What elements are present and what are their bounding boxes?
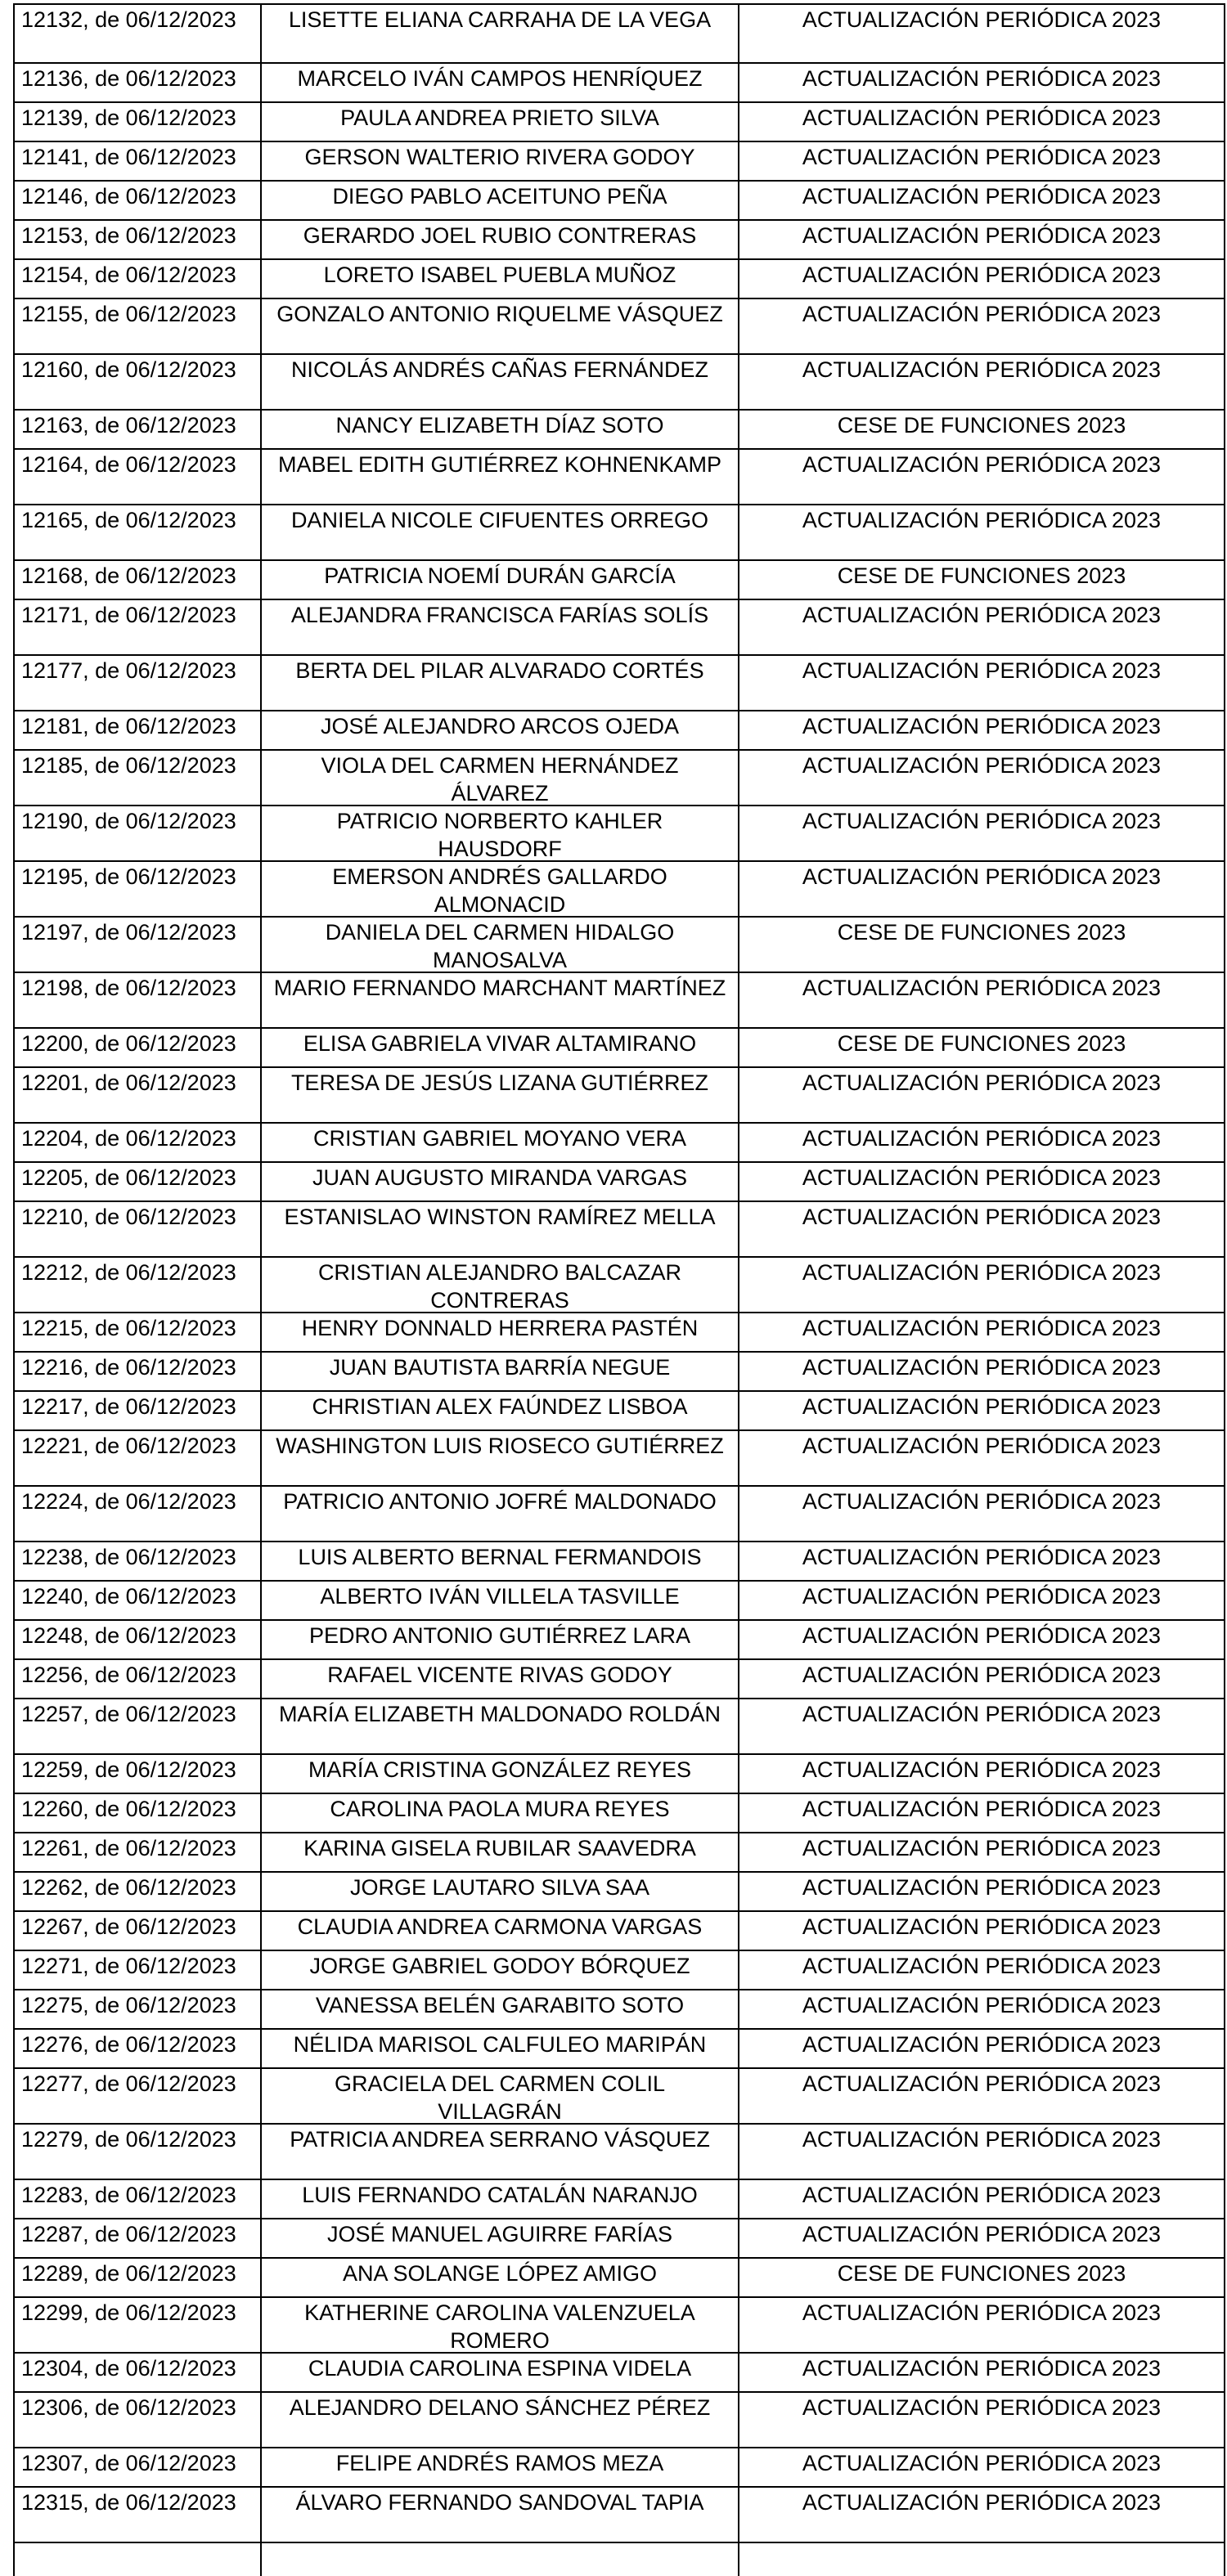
resolution-number-cell: 12248, de 06/12/2023 [13, 1621, 260, 1658]
table-row [13, 1487, 1225, 1542]
table-row [13, 505, 1225, 561]
resolution-number-cell: 12256, de 06/12/2023 [13, 1660, 260, 1698]
table-row [13, 103, 1225, 142]
table-row [13, 1124, 1225, 1163]
status-cell: ACTUALIZACIÓN PERIÓDICA 2023 [738, 973, 1225, 1027]
resolution-number-cell: 12168, de 06/12/2023 [13, 561, 260, 599]
person-name-cell: VIOLA DEL CARMEN HERNÁNDEZ ÁLVAREZ [260, 751, 738, 805]
status-cell: ACTUALIZACIÓN PERIÓDICA 2023 [738, 1124, 1225, 1161]
resolution-number-cell: 12210, de 06/12/2023 [13, 1202, 260, 1256]
person-name-cell: PAULA ANDREA PRIETO SILVA [260, 103, 738, 141]
status-cell: CESE DE FUNCIONES 2023 [738, 918, 1225, 972]
resolution-number-cell: 12181, de 06/12/2023 [13, 711, 260, 749]
resolution-number-cell: 12306, de 06/12/2023 [13, 2393, 260, 2447]
person-name-cell: GERARDO JOEL RUBIO CONTRERAS [260, 221, 738, 258]
status-cell: ACTUALIZACIÓN PERIÓDICA 2023 [738, 5, 1225, 62]
person-name-cell: DANIELA DEL CARMEN HIDALGO MANOSALVA [260, 918, 738, 972]
table-row [13, 260, 1225, 299]
status-cell: ACTUALIZACIÓN PERIÓDICA 2023 [738, 221, 1225, 258]
table-row [13, 862, 1225, 918]
person-name-cell: MABEL EDITH GUTIÉRREZ KOHNENKAMP [260, 450, 738, 504]
resolution-number-cell: 12283, de 06/12/2023 [13, 2180, 260, 2218]
status-cell: ACTUALIZACIÓN PERIÓDICA 2023 [738, 1951, 1225, 1989]
status-cell: ACTUALIZACIÓN PERIÓDICA 2023 [738, 2448, 1225, 2486]
resolutions-table [13, 3, 1225, 2576]
resolution-number-cell: 12279, de 06/12/2023 [13, 2125, 260, 2179]
person-name-cell: ALEJANDRO DELANO SÁNCHEZ PÉREZ [260, 2393, 738, 2447]
table-row [13, 1582, 1225, 1621]
table-row [13, 751, 1225, 806]
person-name-cell: GERSON WALTERIO RIVERA GODOY [260, 142, 738, 180]
status-cell: ACTUALIZACIÓN PERIÓDICA 2023 [738, 2069, 1225, 2123]
person-name-cell: VANESSA BELÉN GARABITO SOTO [260, 1990, 738, 2028]
table-row [13, 918, 1225, 973]
person-name-cell: JOSÉ MANUEL AGUIRRE FARÍAS [260, 2219, 738, 2257]
table-row [13, 1202, 1225, 1258]
person-name-cell: ÁLVARO FERNANDO SANDOVAL TAPIA [260, 2488, 738, 2542]
table-row [13, 1794, 1225, 1833]
person-name-cell: ESTANISLAO WINSTON RAMÍREZ MELLA [260, 1202, 738, 1256]
resolution-number-cell: 12165, de 06/12/2023 [13, 505, 260, 559]
status-cell: ACTUALIZACIÓN PERIÓDICA 2023 [738, 600, 1225, 654]
person-name-cell: JUAN AUGUSTO MIRANDA VARGAS [260, 1163, 738, 1200]
status-cell: ACTUALIZACIÓN PERIÓDICA 2023 [738, 1353, 1225, 1390]
person-name-cell: CLAUDIA CAROLINA ESPINA VIDELA [260, 2354, 738, 2391]
resolution-number-cell: 12139, de 06/12/2023 [13, 103, 260, 141]
resolution-number-cell: 12146, de 06/12/2023 [13, 182, 260, 219]
table-row [13, 561, 1225, 600]
person-name-cell: DIEGO PABLO ACEITUNO PEÑA [260, 182, 738, 219]
resolution-number-cell: 12307, de 06/12/2023 [13, 2448, 260, 2486]
resolution-number-cell: 12198, de 06/12/2023 [13, 973, 260, 1027]
resolution-number-cell: 12260, de 06/12/2023 [13, 1794, 260, 1832]
status-cell: ACTUALIZACIÓN PERIÓDICA 2023 [738, 1794, 1225, 1832]
resolution-number-cell: 12261, de 06/12/2023 [13, 1833, 260, 1871]
resolution-number-cell: 12190, de 06/12/2023 [13, 806, 260, 860]
person-name-cell: MARIO FERNANDO MARCHANT MARTÍNEZ [260, 973, 738, 1027]
resolution-number-cell: 12197, de 06/12/2023 [13, 918, 260, 972]
status-cell: CESE DE FUNCIONES 2023 [738, 1029, 1225, 1066]
status-cell: ACTUALIZACIÓN PERIÓDICA 2023 [738, 1163, 1225, 1200]
table-row [13, 221, 1225, 260]
status-cell: ACTUALIZACIÓN PERIÓDICA 2023 [738, 2219, 1225, 2257]
table-row [13, 1431, 1225, 1487]
person-name-cell: GONZALO ANTONIO RIQUELME VÁSQUEZ [260, 299, 738, 353]
status-cell: ACTUALIZACIÓN PERIÓDICA 2023 [738, 1068, 1225, 1122]
status-cell: ACTUALIZACIÓN PERIÓDICA 2023 [738, 2030, 1225, 2067]
table-row [13, 5, 1225, 64]
status-cell: ACTUALIZACIÓN PERIÓDICA 2023 [738, 299, 1225, 353]
table-row [13, 2393, 1225, 2448]
resolution-number-cell: 12200, de 06/12/2023 [13, 1029, 260, 1066]
status-cell: ACTUALIZACIÓN PERIÓDICA 2023 [738, 1202, 1225, 1256]
resolution-number-cell: 12304, de 06/12/2023 [13, 2354, 260, 2391]
status-cell: ACTUALIZACIÓN PERIÓDICA 2023 [738, 1487, 1225, 1541]
person-name-cell: JOSÉ ALEJANDRO ARCOS OJEDA [260, 711, 738, 749]
person-name-cell: MARÍA CRISTINA GONZÁLEZ REYES [260, 1755, 738, 1793]
status-cell: ACTUALIZACIÓN PERIÓDICA 2023 [738, 1990, 1225, 2028]
status-cell: ACTUALIZACIÓN PERIÓDICA 2023 [738, 2298, 1225, 2352]
person-name-cell: PATRICIA ANDREA SERRANO VÁSQUEZ [260, 2125, 738, 2179]
table-row [13, 1313, 1225, 1353]
person-name-cell: LUIS ALBERTO BERNAL FERMANDOIS [260, 1542, 738, 1580]
person-name-cell: PEDRO ANTONIO GUTIÉRREZ LARA [260, 1621, 738, 1658]
table-row [13, 2354, 1225, 2393]
resolution-number-cell: 12177, de 06/12/2023 [13, 656, 260, 710]
resolution-number-cell: 12195, de 06/12/2023 [13, 862, 260, 916]
resolution-number-cell: 12154, de 06/12/2023 [13, 260, 260, 298]
person-name-cell: CAROLINA PAOLA MURA REYES [260, 1794, 738, 1832]
status-cell: ACTUALIZACIÓN PERIÓDICA 2023 [738, 2354, 1225, 2391]
status-cell: ACTUALIZACIÓN PERIÓDICA 2023 [738, 182, 1225, 219]
table-row [13, 656, 1225, 711]
table-row [13, 450, 1225, 505]
status-cell: ACTUALIZACIÓN PERIÓDICA 2023 [738, 862, 1225, 916]
resolution-number-cell: 12287, de 06/12/2023 [13, 2219, 260, 2257]
table-row [13, 1163, 1225, 1202]
resolution-number-cell: 12221, de 06/12/2023 [13, 1431, 260, 1485]
status-cell: ACTUALIZACIÓN PERIÓDICA 2023 [738, 2393, 1225, 2447]
table-row [13, 182, 1225, 221]
table-row [13, 1833, 1225, 1873]
status-cell: ACTUALIZACIÓN PERIÓDICA 2023 [738, 1833, 1225, 1871]
person-name-cell: RAFAEL VICENTE RIVAS GODOY [260, 1660, 738, 1698]
table-row [13, 142, 1225, 182]
empty-cell [260, 2543, 738, 2576]
resolution-number-cell: 12136, de 06/12/2023 [13, 64, 260, 101]
table-row [13, 1912, 1225, 1951]
table-row [13, 1621, 1225, 1660]
status-cell: ACTUALIZACIÓN PERIÓDICA 2023 [738, 260, 1225, 298]
table-row [13, 2259, 1225, 2298]
status-cell: ACTUALIZACIÓN PERIÓDICA 2023 [738, 1660, 1225, 1698]
table-row [13, 2069, 1225, 2125]
status-cell: ACTUALIZACIÓN PERIÓDICA 2023 [738, 1431, 1225, 1485]
status-cell: ACTUALIZACIÓN PERIÓDICA 2023 [738, 656, 1225, 710]
table-row [13, 1990, 1225, 2030]
status-cell: ACTUALIZACIÓN PERIÓDICA 2023 [738, 355, 1225, 409]
person-name-cell: MARCELO IVÁN CAMPOS HENRÍQUEZ [260, 64, 738, 101]
person-name-cell: GRACIELA DEL CARMEN COLIL VILLAGRÁN [260, 2069, 738, 2123]
table-row [13, 2219, 1225, 2259]
resolution-number-cell: 12315, de 06/12/2023 [13, 2488, 260, 2542]
resolution-number-cell: 12215, de 06/12/2023 [13, 1313, 260, 1351]
status-cell: ACTUALIZACIÓN PERIÓDICA 2023 [738, 103, 1225, 141]
resolution-number-cell: 12205, de 06/12/2023 [13, 1163, 260, 1200]
empty-cell [13, 2543, 260, 2576]
resolution-number-cell: 12216, de 06/12/2023 [13, 1353, 260, 1390]
table-row [13, 711, 1225, 751]
resolution-number-cell: 12153, de 06/12/2023 [13, 221, 260, 258]
person-name-cell: KARINA GISELA RUBILAR SAAVEDRA [260, 1833, 738, 1871]
person-name-cell: CRISTIAN ALEJANDRO BALCAZAR CONTRERAS [260, 1258, 738, 1312]
person-name-cell: NÉLIDA MARISOL CALFULEO MARIPÁN [260, 2030, 738, 2067]
table-row [13, 1542, 1225, 1582]
person-name-cell: FELIPE ANDRÉS RAMOS MEZA [260, 2448, 738, 2486]
person-name-cell: EMERSON ANDRÉS GALLARDO ALMONACID [260, 862, 738, 916]
status-cell: CESE DE FUNCIONES 2023 [738, 2259, 1225, 2296]
table-row [13, 355, 1225, 411]
resolution-number-cell: 12262, de 06/12/2023 [13, 1873, 260, 1910]
resolution-number-cell: 12141, de 06/12/2023 [13, 142, 260, 180]
person-name-cell: ALBERTO IVÁN VILLELA TASVILLE [260, 1582, 738, 1619]
person-name-cell: CRISTIAN GABRIEL MOYANO VERA [260, 1124, 738, 1161]
status-cell: ACTUALIZACIÓN PERIÓDICA 2023 [738, 2125, 1225, 2179]
resolution-number-cell: 12185, de 06/12/2023 [13, 751, 260, 805]
table-row [13, 973, 1225, 1029]
person-name-cell: JUAN BAUTISTA BARRÍA NEGUE [260, 1353, 738, 1390]
table-row [13, 1951, 1225, 1990]
table-row [13, 1873, 1225, 1912]
status-cell: ACTUALIZACIÓN PERIÓDICA 2023 [738, 751, 1225, 805]
status-cell: ACTUALIZACIÓN PERIÓDICA 2023 [738, 1912, 1225, 1950]
resolution-number-cell: 12160, de 06/12/2023 [13, 355, 260, 409]
table-row [13, 1660, 1225, 1699]
person-name-cell: LISETTE ELIANA CARRAHA DE LA VEGA [260, 5, 738, 62]
table-row [13, 806, 1225, 862]
resolution-number-cell: 12164, de 06/12/2023 [13, 450, 260, 504]
person-name-cell: BERTA DEL PILAR ALVARADO CORTÉS [260, 656, 738, 710]
status-cell: ACTUALIZACIÓN PERIÓDICA 2023 [738, 1621, 1225, 1658]
table-row [13, 64, 1225, 103]
resolution-number-cell: 12271, de 06/12/2023 [13, 1951, 260, 1989]
status-cell: ACTUALIZACIÓN PERIÓDICA 2023 [738, 1755, 1225, 1793]
status-cell: ACTUALIZACIÓN PERIÓDICA 2023 [738, 711, 1225, 749]
status-cell: ACTUALIZACIÓN PERIÓDICA 2023 [738, 450, 1225, 504]
table-row [13, 1392, 1225, 1431]
person-name-cell: NANCY ELIZABETH DÍAZ SOTO [260, 411, 738, 448]
resolution-number-cell: 12217, de 06/12/2023 [13, 1392, 260, 1429]
person-name-cell: JORGE LAUTARO SILVA SAA [260, 1873, 738, 1910]
person-name-cell: ANA SOLANGE LÓPEZ AMIGO [260, 2259, 738, 2296]
table-row [13, 1755, 1225, 1794]
status-cell: ACTUALIZACIÓN PERIÓDICA 2023 [738, 505, 1225, 559]
table-row-partial [13, 2543, 1225, 2576]
resolution-number-cell: 12201, de 06/12/2023 [13, 1068, 260, 1122]
resolution-number-cell: 12277, de 06/12/2023 [13, 2069, 260, 2123]
resolution-number-cell: 12163, de 06/12/2023 [13, 411, 260, 448]
person-name-cell: TERESA DE JESÚS LIZANA GUTIÉRREZ [260, 1068, 738, 1122]
person-name-cell: WASHINGTON LUIS RIOSECO GUTIÉRREZ [260, 1431, 738, 1485]
person-name-cell: KATHERINE CAROLINA VALENZUELA ROMERO [260, 2298, 738, 2352]
status-cell: ACTUALIZACIÓN PERIÓDICA 2023 [738, 806, 1225, 860]
resolution-number-cell: 12257, de 06/12/2023 [13, 1699, 260, 1753]
table-row [13, 1699, 1225, 1755]
table-row [13, 411, 1225, 450]
table-row [13, 2488, 1225, 2543]
resolution-number-cell: 12267, de 06/12/2023 [13, 1912, 260, 1950]
resolution-number-cell: 12132, de 06/12/2023 [13, 5, 260, 62]
person-name-cell: CLAUDIA ANDREA CARMONA VARGAS [260, 1912, 738, 1950]
person-name-cell: PATRICIO NORBERTO KAHLER HAUSDORF [260, 806, 738, 860]
status-cell: CESE DE FUNCIONES 2023 [738, 561, 1225, 599]
status-cell: ACTUALIZACIÓN PERIÓDICA 2023 [738, 64, 1225, 101]
person-name-cell: ALEJANDRA FRANCISCA FARÍAS SOLÍS [260, 600, 738, 654]
person-name-cell: PATRICIO ANTONIO JOFRÉ MALDONADO [260, 1487, 738, 1541]
table-row [13, 299, 1225, 355]
resolution-number-cell: 12275, de 06/12/2023 [13, 1990, 260, 2028]
table-row [13, 2298, 1225, 2354]
person-name-cell: PATRICIA NOEMÍ DURÁN GARCÍA [260, 561, 738, 599]
resolution-number-cell: 12171, de 06/12/2023 [13, 600, 260, 654]
table-row [13, 2030, 1225, 2069]
resolution-number-cell: 12238, de 06/12/2023 [13, 1542, 260, 1580]
resolution-number-cell: 12240, de 06/12/2023 [13, 1582, 260, 1619]
person-name-cell: LUIS FERNANDO CATALÁN NARANJO [260, 2180, 738, 2218]
resolution-number-cell: 12212, de 06/12/2023 [13, 1258, 260, 1312]
person-name-cell: HENRY DONNALD HERRERA PASTÉN [260, 1313, 738, 1351]
person-name-cell: MARÍA ELIZABETH MALDONADO ROLDÁN [260, 1699, 738, 1753]
table-row [13, 2448, 1225, 2488]
resolution-number-cell: 12276, de 06/12/2023 [13, 2030, 260, 2067]
status-cell: CESE DE FUNCIONES 2023 [738, 411, 1225, 448]
person-name-cell: DANIELA NICOLE CIFUENTES ORREGO [260, 505, 738, 559]
status-cell: ACTUALIZACIÓN PERIÓDICA 2023 [738, 2180, 1225, 2218]
table-row [13, 2125, 1225, 2180]
status-cell: ACTUALIZACIÓN PERIÓDICA 2023 [738, 1699, 1225, 1753]
table-row [13, 2180, 1225, 2219]
table-row [13, 1258, 1225, 1313]
table-row [13, 1068, 1225, 1124]
person-name-cell: NICOLÁS ANDRÉS CAÑAS FERNÁNDEZ [260, 355, 738, 409]
status-cell: ACTUALIZACIÓN PERIÓDICA 2023 [738, 1258, 1225, 1312]
table-row [13, 600, 1225, 656]
resolution-number-cell: 12224, de 06/12/2023 [13, 1487, 260, 1541]
status-cell: ACTUALIZACIÓN PERIÓDICA 2023 [738, 2488, 1225, 2542]
resolution-number-cell: 12259, de 06/12/2023 [13, 1755, 260, 1793]
status-cell: ACTUALIZACIÓN PERIÓDICA 2023 [738, 1873, 1225, 1910]
status-cell: ACTUALIZACIÓN PERIÓDICA 2023 [738, 1313, 1225, 1351]
resolution-number-cell: 12289, de 06/12/2023 [13, 2259, 260, 2296]
status-cell: ACTUALIZACIÓN PERIÓDICA 2023 [738, 1582, 1225, 1619]
table-row [13, 1029, 1225, 1068]
resolution-number-cell: 12299, de 06/12/2023 [13, 2298, 260, 2352]
resolution-number-cell: 12155, de 06/12/2023 [13, 299, 260, 353]
table-row [13, 1353, 1225, 1392]
person-name-cell: JORGE GABRIEL GODOY BÓRQUEZ [260, 1951, 738, 1989]
person-name-cell: ELISA GABRIELA VIVAR ALTAMIRANO [260, 1029, 738, 1066]
empty-cell [738, 2543, 1225, 2576]
status-cell: ACTUALIZACIÓN PERIÓDICA 2023 [738, 1542, 1225, 1580]
status-cell: ACTUALIZACIÓN PERIÓDICA 2023 [738, 1392, 1225, 1429]
resolution-number-cell: 12204, de 06/12/2023 [13, 1124, 260, 1161]
status-cell: ACTUALIZACIÓN PERIÓDICA 2023 [738, 142, 1225, 180]
person-name-cell: LORETO ISABEL PUEBLA MUÑOZ [260, 260, 738, 298]
person-name-cell: CHRISTIAN ALEX FAÚNDEZ LISBOA [260, 1392, 738, 1429]
